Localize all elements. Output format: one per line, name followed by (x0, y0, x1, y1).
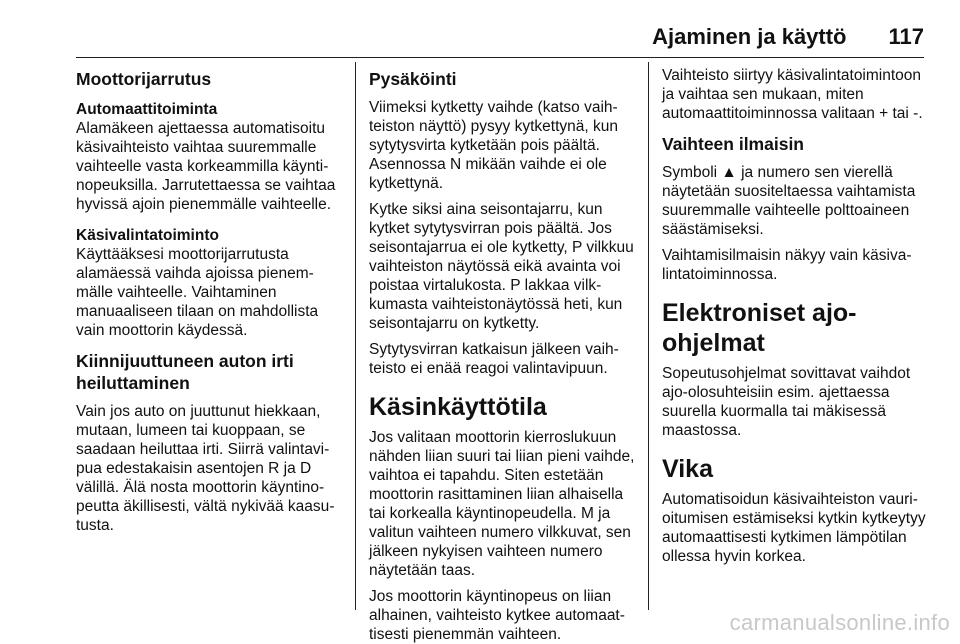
subsection-heading: Käsivalintatoiminto (76, 227, 219, 244)
page-title: Ajaminen ja käyttö (652, 24, 847, 49)
chapter-heading: Vika (662, 455, 713, 483)
chapter-heading: Elektroniset ajo-ohjelmat (662, 299, 857, 357)
page-number: 117 (888, 24, 924, 49)
column-divider (648, 62, 649, 610)
paragraph: Käyttääksesi moottorijarrutusta alamäessä vaihda ajoissa pienemmälle vaihteelle. Vaihtaminen manuaaliseen tilaan on mahdollista vain moottorin käydessä. (76, 246, 319, 339)
page-header (76, 24, 924, 56)
paragraph: Vaihtamisilmaisin näkyy vain käsivalintatoiminnossa. (662, 247, 912, 283)
paragraph: Jos valitaan moottorin kierroslukuun nähden liian suuri tai liian pieni vaihde, vaihtoa ei tapahdu. Siten estetään moottorin rasittaminen liian alhaisella tai korkealla käyntinopeudella. M ja valitun vaihteen numero vilkkuvat, sen jälkeen nykyisen vaihteen numero näytetään taas. (369, 429, 635, 579)
paragraph: Kytke siksi aina seisontajarru, kun kytket sytytysvirran pois päältä. Jos seisontajarrua ei ole kytketty, P vilkkuu vaihteiston näytössä eikä avainta voi poistaa virtalukosta. P lakkaa vilkkumasta vaihteistonäytössä heti, kun seisontajarru on kytketty. (369, 201, 634, 332)
column-divider (355, 62, 356, 610)
paragraph: Automatisoidun käsivaihteiston vaurioitumisen estämiseksi kytkin kytkeytyy automaattisesti kytkimen lämpötilan ollessa hyvin korkea. (662, 491, 926, 565)
paragraph: Viimeksi kytketty vaihde (katso vaihteiston näyttö) pysyy kytkettynä, kun sytytysvirta kytketään pois päältä. Asennossa N mikään vaihde ei ole kytkettynä. (369, 99, 618, 192)
subsection-heading: Automaattitoiminta (76, 101, 218, 118)
column-left (76, 62, 342, 612)
column-right (662, 62, 930, 612)
column-middle (369, 62, 635, 643)
section-heading: Pysäköinti (369, 69, 457, 89)
paragraph: Symboli ▲ ja numero sen vierellä näytetään suositeltaessa vaihtamista suuremmalle vaihteelle polttoaineen säästämiseksi. (662, 164, 916, 238)
watermark-text: carmanualsonline.info (729, 610, 950, 635)
paragraph: Vaihteisto siirtyy käsivalintatoimintoon ja vaihtaa sen mukaan, miten automaattitoiminnossa valitaan + tai -. (662, 67, 923, 122)
chapter-heading: Käsinkäyttötila (369, 393, 547, 421)
section-heading: Moottorijarrutus (76, 69, 212, 89)
paragraph: Vain jos auto on juuttunut hiekkaan, mutaan, lumeen tai kuoppaan, se saadaan heiluttaa irti. Siirrä valintavipua edestakaisin asentojen R ja D välillä. Älä nosta moottorin käyntinopeutta äkillisesti, vältä nykivää kaasutusta. (76, 403, 335, 534)
section-heading: Kiinnijuuttuneen auton irti heiluttaminen (76, 351, 294, 393)
section-heading: Vaihteen ilmaisin (662, 134, 804, 154)
paragraph: Alamäkeen ajettaessa automatisoitu käsivaihteisto vaihtaa suuremmalle vaihteelle vasta korkeammilla käyntinopeuksilla. Jarrutettaessa se vaihtaa hyvissä ajoin pienemmälle vaihteelle. (76, 120, 336, 213)
paragraph: Jos moottorin käyntinopeus on liian alhainen, vaihteisto kytkee automaattisesti pienemmän vaihteen. (369, 588, 625, 643)
paragraph: Sytytysvirran katkaisun jälkeen vaihteisto ei enää reagoi valintavipuun. (369, 341, 619, 377)
paragraph: Sopeutusohjelmat sovittavat vaihdot ajo-olosuhteisiin esim. ajettaessa suurella kuormalla tai mäkisessä maastossa. (662, 365, 911, 439)
header-rule (76, 57, 924, 58)
